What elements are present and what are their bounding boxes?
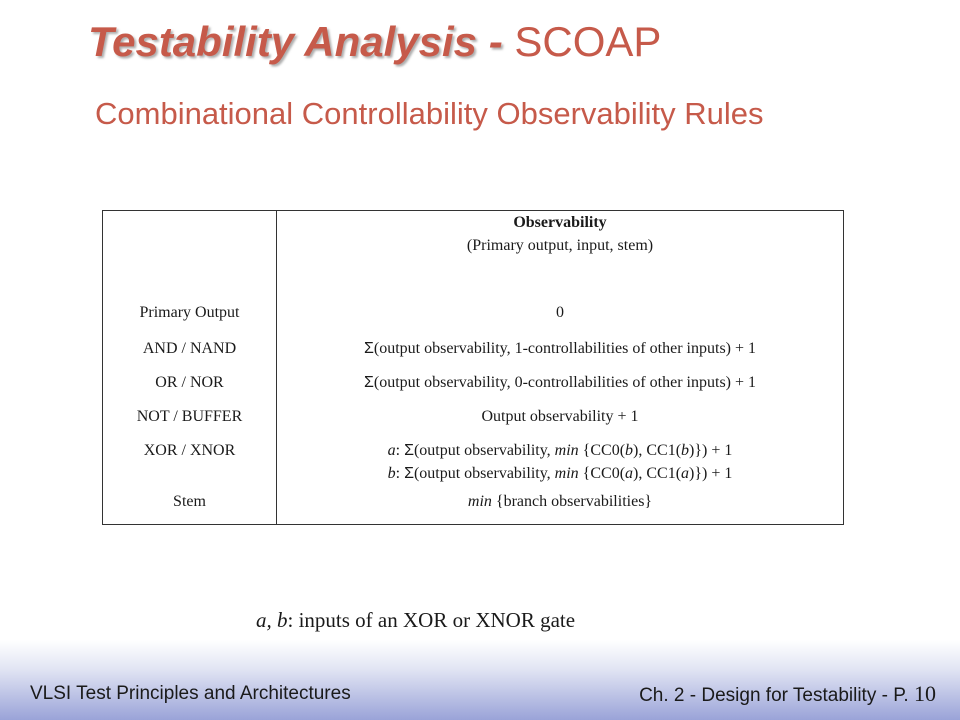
rule-cell: 0 [556, 304, 564, 321]
table-row [103, 439, 844, 490]
rule-cell [277, 490, 844, 525]
header-subtitle: (Primary output, input, stem) [466, 237, 654, 254]
caption-vars: a, b [256, 608, 288, 632]
var: a [681, 465, 690, 482]
rule-text: (output observability, 0-controllabilities of other inputs) + 1 [373, 374, 757, 391]
rule-text: {CC0( [578, 442, 626, 459]
table-header-row [103, 211, 844, 302]
rule-text: ), CC1( [633, 465, 682, 482]
sigma-symbol: Σ [363, 374, 374, 391]
table-row [103, 405, 844, 439]
rule-cell [277, 439, 844, 490]
title-dash: - [477, 18, 515, 65]
rule-text: (output observability, 1-controllabilities of other inputs) + 1 [373, 340, 757, 357]
table-caption [256, 608, 575, 633]
gate-cell: NOT / BUFFER [103, 405, 277, 439]
page-number: 10 [914, 681, 936, 706]
header-title: Observability [513, 214, 607, 231]
gate-cell: OR / NOR [103, 371, 277, 405]
header-cell [277, 211, 844, 302]
min-word: min [467, 493, 492, 510]
footer-bar [0, 640, 960, 720]
sep: : [395, 465, 405, 482]
observability-rules-table [102, 210, 844, 525]
min-word: min [554, 465, 579, 482]
sigma-symbol: Σ [363, 340, 374, 357]
rule-text: {branch observabilities} [491, 493, 653, 510]
header-empty-cell [103, 211, 277, 302]
sigma-symbol: Σ [404, 442, 414, 459]
var: b [625, 442, 634, 459]
title-bold: Testability Analysis [88, 18, 478, 65]
footer-page-info [639, 681, 936, 707]
var: b [681, 442, 690, 459]
gate-cell: XOR / XNOR [103, 439, 277, 490]
var-a: a [387, 442, 396, 459]
rule-cell [277, 371, 844, 405]
rule-text: )}) + 1 [689, 465, 733, 482]
rule-text: (output observability, [413, 465, 555, 482]
sep: : [395, 442, 405, 459]
caption-text: : inputs of an XOR or XNOR gate [287, 608, 576, 632]
rule-cell: Output observability + 1 [481, 408, 639, 425]
rule-cell [277, 337, 844, 371]
var: a [625, 465, 634, 482]
table-row [103, 301, 844, 337]
rule-text: (output observability, [413, 442, 555, 459]
rule-text: )}) + 1 [689, 442, 733, 459]
slide-title [88, 14, 661, 70]
min-word: min [554, 442, 579, 459]
gate-cell: Primary Output [103, 301, 277, 337]
table-row [103, 337, 844, 371]
rule-line-b [281, 462, 839, 485]
slide-subtitle: Combinational Controllability Observability Rules [95, 96, 764, 131]
var-b: b [387, 465, 396, 482]
gate-cell: AND / NAND [103, 337, 277, 371]
footer-chapter: Ch. 2 - Design for Testability - P. [639, 685, 914, 706]
rule-text: ), CC1( [633, 442, 682, 459]
rule-text: {CC0( [578, 465, 626, 482]
sigma-symbol: Σ [404, 465, 414, 482]
rule-line-a [281, 439, 839, 462]
title-plain: SCOAP [514, 18, 662, 65]
footer-course-title: VLSI Test Principles and Architectures [30, 683, 351, 704]
gate-cell: Stem [103, 490, 277, 525]
table-row [103, 490, 844, 525]
table-row [103, 371, 844, 405]
